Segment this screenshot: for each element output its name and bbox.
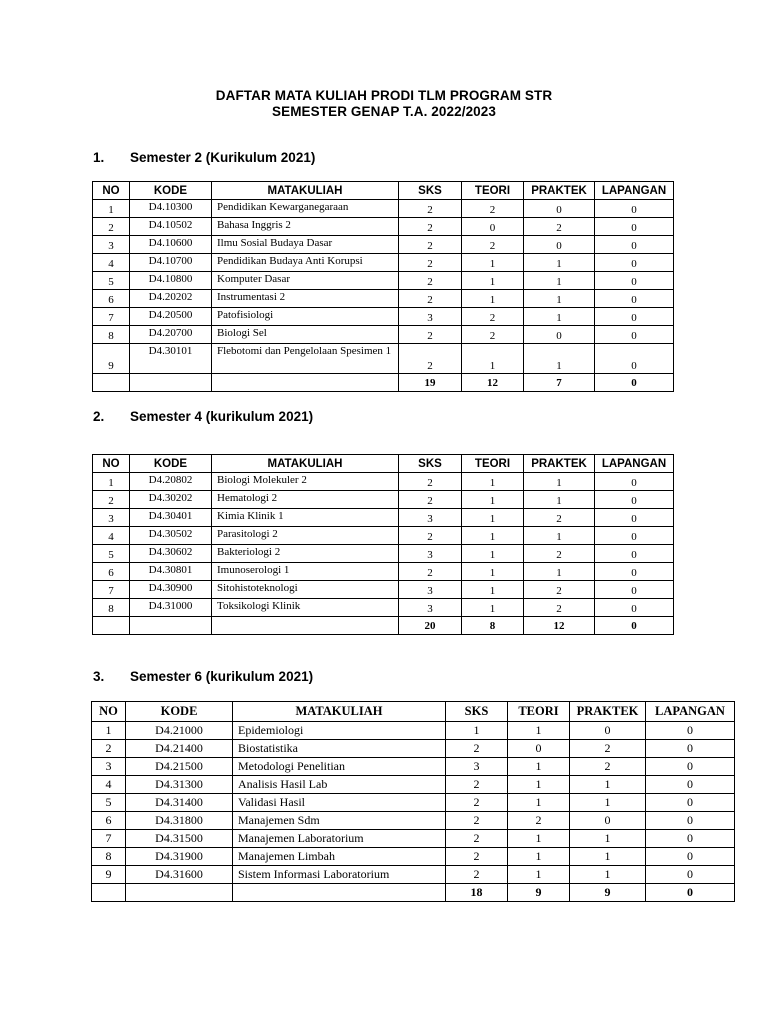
cell-teori: 1 [508, 776, 570, 794]
cell-kode: D4.10700 [130, 254, 212, 272]
cell-no: 7 [92, 830, 126, 848]
cell-no: 5 [93, 545, 130, 563]
cell-matakuliah: Pendidikan Kewarganegaraan [212, 200, 399, 218]
total-row [93, 374, 674, 392]
column-header-matakuliah: MATAKULIAH [233, 702, 446, 722]
cell-lapangan: 0 [595, 254, 674, 272]
cell-lapangan: 0 [595, 272, 674, 290]
cell-teori: 1 [462, 527, 524, 545]
cell-teori: 2 [508, 812, 570, 830]
cell-teori: 1 [462, 290, 524, 308]
cell-sks: 2 [399, 218, 462, 236]
cell-lapangan: 0 [595, 491, 674, 509]
cell-praktek: 2 [524, 545, 595, 563]
cell-praktek: 0 [570, 722, 646, 740]
column-header-lapangan: LAPANGAN [595, 182, 674, 200]
cell-no: 8 [93, 326, 130, 344]
cell-sks: 3 [399, 545, 462, 563]
course-table-semester-4 [92, 454, 674, 635]
cell-praktek: 2 [524, 599, 595, 617]
cell-praktek: 2 [524, 218, 595, 236]
cell-teori: 1 [462, 599, 524, 617]
cell-no: 9 [93, 344, 130, 374]
cell-kode: D4.10502 [130, 218, 212, 236]
table-row [92, 830, 735, 848]
cell-lapangan: 0 [595, 290, 674, 308]
column-header-no: NO [93, 182, 130, 200]
cell-sks: 2 [446, 794, 508, 812]
cell-sks: 2 [446, 812, 508, 830]
total-sks: 20 [399, 617, 462, 635]
cell-kode: D4.31000 [130, 599, 212, 617]
cell-kode: D4.31400 [126, 794, 233, 812]
cell-kode: D4.21000 [126, 722, 233, 740]
document-title-line1: DAFTAR MATA KULIAH PRODI TLM PROGRAM STR [215, 88, 553, 103]
cell-praktek: 1 [524, 491, 595, 509]
total-teori: 12 [462, 374, 524, 392]
cell-lapangan: 0 [646, 866, 735, 884]
cell-sks: 2 [399, 254, 462, 272]
cell-teori: 1 [508, 830, 570, 848]
cell-kode: D4.10600 [130, 236, 212, 254]
cell-matakuliah: Sitohistoteknologi [212, 581, 399, 599]
cell-no: 3 [93, 509, 130, 527]
column-header-sks: SKS [399, 455, 462, 473]
cell-sks: 2 [446, 740, 508, 758]
column-header-teori: TEORI [462, 182, 524, 200]
table-body [92, 722, 735, 902]
cell-kode: D4.21400 [126, 740, 233, 758]
total-teori: 8 [462, 617, 524, 635]
section-title: Semester 4 (kurikulum 2021) [130, 409, 314, 424]
cell-teori: 1 [508, 758, 570, 776]
cell-kode: D4.31800 [126, 812, 233, 830]
cell-kode: D4.20500 [130, 308, 212, 326]
cell-sks: 2 [446, 848, 508, 866]
cell-matakuliah: Bahasa Inggris 2 [212, 218, 399, 236]
cell-no: 4 [92, 776, 126, 794]
cell-matakuliah: Pendidikan Budaya Anti Korupsi [212, 254, 399, 272]
section-title: Semester 2 (Kurikulum 2021) [130, 150, 316, 165]
column-header-sks: SKS [446, 702, 508, 722]
cell-kode: D4.30900 [130, 581, 212, 599]
total-praktek: 9 [570, 884, 646, 902]
cell-no: 4 [93, 254, 130, 272]
cell-praktek: 1 [524, 308, 595, 326]
cell-matakuliah: Komputer Dasar [212, 272, 399, 290]
cell-lapangan: 0 [646, 758, 735, 776]
cell-matakuliah: Imunoserologi 1 [212, 563, 399, 581]
section-number: 2. [93, 409, 105, 424]
table-row [93, 344, 674, 374]
cell-praktek: 1 [570, 830, 646, 848]
cell-matakuliah: Epidemiologi [233, 722, 446, 740]
cell-no: 2 [93, 491, 130, 509]
cell-no: 1 [93, 473, 130, 491]
cell-kode: D4.10300 [130, 200, 212, 218]
cell-praktek: 0 [524, 200, 595, 218]
table-row [93, 599, 674, 617]
cell-matakuliah: Manajemen Laboratorium [233, 830, 446, 848]
cell-lapangan: 0 [595, 344, 674, 374]
total-empty-cell [93, 617, 130, 635]
cell-lapangan: 0 [595, 545, 674, 563]
cell-teori: 1 [462, 272, 524, 290]
table-header-row [92, 702, 735, 722]
cell-sks: 2 [446, 866, 508, 884]
cell-sks: 3 [399, 308, 462, 326]
cell-praktek: 2 [570, 758, 646, 776]
table-row [93, 491, 674, 509]
cell-teori: 1 [462, 509, 524, 527]
cell-kode: D4.10800 [130, 272, 212, 290]
table-row [93, 272, 674, 290]
cell-sks: 2 [399, 236, 462, 254]
cell-sks: 2 [399, 200, 462, 218]
course-table-semester-2 [92, 181, 674, 392]
cell-sks: 2 [399, 326, 462, 344]
table-row [92, 794, 735, 812]
cell-no: 5 [93, 272, 130, 290]
table-row [93, 326, 674, 344]
table-row [92, 812, 735, 830]
table-body [93, 200, 674, 392]
table-row [92, 848, 735, 866]
cell-matakuliah: Biologi Molekuler 2 [212, 473, 399, 491]
column-header-teori: TEORI [508, 702, 570, 722]
total-empty-cell [212, 374, 399, 392]
cell-sks: 3 [446, 758, 508, 776]
cell-lapangan: 0 [646, 812, 735, 830]
table-row [93, 581, 674, 599]
column-header-lapangan: LAPANGAN [646, 702, 735, 722]
total-row [93, 617, 674, 635]
cell-lapangan: 0 [595, 509, 674, 527]
cell-teori: 2 [462, 200, 524, 218]
cell-sks: 2 [446, 830, 508, 848]
cell-no: 5 [92, 794, 126, 812]
table-row [92, 758, 735, 776]
column-header-no: NO [92, 702, 126, 722]
column-header-sks: SKS [399, 182, 462, 200]
cell-lapangan: 0 [646, 830, 735, 848]
cell-no: 4 [93, 527, 130, 545]
total-empty-cell [233, 884, 446, 902]
column-header-praktek: PRAKTEK [570, 702, 646, 722]
cell-kode: D4.31300 [126, 776, 233, 794]
section-heading-semester-2 [93, 150, 315, 165]
table-header-row [93, 455, 674, 473]
column-header-no: NO [93, 455, 130, 473]
cell-sks: 2 [399, 491, 462, 509]
table-row [93, 509, 674, 527]
cell-kode: D4.31900 [126, 848, 233, 866]
cell-lapangan: 0 [646, 848, 735, 866]
column-header-lapangan: LAPANGAN [595, 455, 674, 473]
column-header-kode: KODE [130, 455, 212, 473]
total-sks: 18 [446, 884, 508, 902]
cell-teori: 0 [462, 218, 524, 236]
cell-no: 3 [92, 758, 126, 776]
cell-praktek: 1 [524, 527, 595, 545]
cell-teori: 1 [508, 722, 570, 740]
total-row [92, 884, 735, 902]
table-header-row [93, 182, 674, 200]
total-lapangan: 0 [646, 884, 735, 902]
cell-no: 9 [92, 866, 126, 884]
cell-no: 8 [93, 599, 130, 617]
document-title-line2: SEMESTER GENAP T.A. 2022/2023 [272, 104, 496, 119]
total-praktek: 12 [524, 617, 595, 635]
table-row [93, 200, 674, 218]
total-teori: 9 [508, 884, 570, 902]
cell-matakuliah: Patofisiologi [212, 308, 399, 326]
cell-praktek: 0 [570, 812, 646, 830]
section-number: 1. [93, 150, 105, 165]
table-row [93, 254, 674, 272]
total-lapangan: 0 [595, 374, 674, 392]
cell-no: 6 [92, 812, 126, 830]
total-empty-cell [92, 884, 126, 902]
cell-lapangan: 0 [595, 527, 674, 545]
cell-lapangan: 0 [595, 581, 674, 599]
cell-no: 6 [93, 290, 130, 308]
cell-matakuliah: Metodologi Penelitian [233, 758, 446, 776]
cell-matakuliah: Bakteriologi 2 [212, 545, 399, 563]
cell-kode: D4.20202 [130, 290, 212, 308]
table-row [93, 218, 674, 236]
cell-matakuliah: Toksikologi Klinik [212, 599, 399, 617]
cell-teori: 2 [462, 326, 524, 344]
cell-teori: 2 [462, 236, 524, 254]
cell-kode: D4.30502 [130, 527, 212, 545]
cell-teori: 0 [508, 740, 570, 758]
cell-teori: 2 [462, 308, 524, 326]
column-header-teori: TEORI [462, 455, 524, 473]
cell-no: 7 [93, 308, 130, 326]
cell-sks: 2 [399, 563, 462, 581]
cell-sks: 2 [399, 527, 462, 545]
cell-lapangan: 0 [646, 776, 735, 794]
table-row [92, 740, 735, 758]
cell-praktek: 1 [524, 344, 595, 374]
section-heading-semester-4 [93, 409, 313, 424]
cell-teori: 1 [508, 848, 570, 866]
column-header-matakuliah: MATAKULIAH [212, 455, 399, 473]
table-row [93, 545, 674, 563]
cell-praktek: 2 [570, 740, 646, 758]
cell-no: 8 [92, 848, 126, 866]
table-row [93, 563, 674, 581]
table-row [92, 722, 735, 740]
cell-praktek: 1 [524, 563, 595, 581]
cell-lapangan: 0 [595, 599, 674, 617]
cell-kode: D4.30101 [130, 344, 212, 374]
cell-sks: 3 [399, 581, 462, 599]
cell-no: 7 [93, 581, 130, 599]
cell-praktek: 1 [570, 794, 646, 812]
cell-lapangan: 0 [646, 794, 735, 812]
cell-sks: 2 [446, 776, 508, 794]
section-heading-semester-6 [93, 669, 313, 684]
cell-teori: 1 [508, 794, 570, 812]
cell-matakuliah: Kimia Klinik 1 [212, 509, 399, 527]
cell-kode: D4.30602 [130, 545, 212, 563]
cell-no: 1 [92, 722, 126, 740]
cell-lapangan: 0 [595, 326, 674, 344]
cell-matakuliah: Validasi Hasil [233, 794, 446, 812]
cell-sks: 2 [399, 290, 462, 308]
table-row [93, 236, 674, 254]
table-body [93, 473, 674, 635]
total-sks: 19 [399, 374, 462, 392]
course-table-semester-6 [91, 701, 735, 902]
cell-kode: D4.31600 [126, 866, 233, 884]
cell-matakuliah: Analisis Hasil Lab [233, 776, 446, 794]
table-row [93, 473, 674, 491]
cell-sks: 3 [399, 509, 462, 527]
cell-praktek: 1 [524, 254, 595, 272]
cell-teori: 1 [462, 491, 524, 509]
cell-teori: 1 [462, 581, 524, 599]
total-empty-cell [212, 617, 399, 635]
cell-matakuliah: Flebotomi dan Pengelolaan Spesimen 1 [212, 344, 399, 374]
cell-kode: D4.20700 [130, 326, 212, 344]
cell-matakuliah: Manajemen Sdm [233, 812, 446, 830]
section-title: Semester 6 (kurikulum 2021) [130, 669, 314, 684]
cell-matakuliah: Manajemen Limbah [233, 848, 446, 866]
cell-praktek: 2 [524, 581, 595, 599]
cell-teori: 1 [508, 866, 570, 884]
cell-teori: 1 [462, 545, 524, 563]
cell-praktek: 1 [524, 473, 595, 491]
cell-praktek: 1 [524, 290, 595, 308]
cell-kode: D4.21500 [126, 758, 233, 776]
column-header-kode: KODE [130, 182, 212, 200]
table-row [92, 866, 735, 884]
cell-no: 1 [93, 200, 130, 218]
section-number: 3. [93, 669, 105, 684]
column-header-praktek: PRAKTEK [524, 455, 595, 473]
cell-teori: 1 [462, 344, 524, 374]
cell-praktek: 1 [524, 272, 595, 290]
cell-kode: D4.30801 [130, 563, 212, 581]
cell-matakuliah: Biostatistika [233, 740, 446, 758]
cell-praktek: 1 [570, 866, 646, 884]
cell-lapangan: 0 [646, 722, 735, 740]
cell-kode: D4.20802 [130, 473, 212, 491]
cell-lapangan: 0 [646, 740, 735, 758]
total-empty-cell [93, 374, 130, 392]
cell-praktek: 0 [524, 236, 595, 254]
table-row [92, 776, 735, 794]
cell-lapangan: 0 [595, 473, 674, 491]
cell-lapangan: 0 [595, 218, 674, 236]
cell-matakuliah: Biologi Sel [212, 326, 399, 344]
cell-no: 6 [93, 563, 130, 581]
cell-sks: 2 [399, 272, 462, 290]
cell-matakuliah: Hematologi 2 [212, 491, 399, 509]
cell-matakuliah: Sistem Informasi Laboratorium [233, 866, 446, 884]
cell-no: 2 [92, 740, 126, 758]
cell-kode: D4.30202 [130, 491, 212, 509]
cell-lapangan: 0 [595, 308, 674, 326]
cell-matakuliah: Instrumentasi 2 [212, 290, 399, 308]
table-row [93, 290, 674, 308]
cell-teori: 1 [462, 254, 524, 272]
cell-sks: 2 [399, 344, 462, 374]
cell-teori: 1 [462, 473, 524, 491]
cell-sks: 3 [399, 599, 462, 617]
total-praktek: 7 [524, 374, 595, 392]
cell-kode: D4.31500 [126, 830, 233, 848]
cell-lapangan: 0 [595, 236, 674, 254]
cell-lapangan: 0 [595, 200, 674, 218]
cell-lapangan: 0 [595, 563, 674, 581]
column-header-praktek: PRAKTEK [524, 182, 595, 200]
total-empty-cell [130, 374, 212, 392]
cell-kode: D4.30401 [130, 509, 212, 527]
cell-praktek: 2 [524, 509, 595, 527]
cell-matakuliah: Ilmu Sosial Budaya Dasar [212, 236, 399, 254]
column-header-matakuliah: MATAKULIAH [212, 182, 399, 200]
cell-no: 3 [93, 236, 130, 254]
table-row [93, 527, 674, 545]
cell-praktek: 1 [570, 848, 646, 866]
table-row [93, 308, 674, 326]
cell-no: 2 [93, 218, 130, 236]
cell-sks: 1 [446, 722, 508, 740]
cell-praktek: 0 [524, 326, 595, 344]
cell-praktek: 1 [570, 776, 646, 794]
cell-teori: 1 [462, 563, 524, 581]
cell-matakuliah: Parasitologi 2 [212, 527, 399, 545]
total-empty-cell [130, 617, 212, 635]
total-lapangan: 0 [595, 617, 674, 635]
column-header-kode: KODE [126, 702, 233, 722]
cell-sks: 2 [399, 473, 462, 491]
total-empty-cell [126, 884, 233, 902]
